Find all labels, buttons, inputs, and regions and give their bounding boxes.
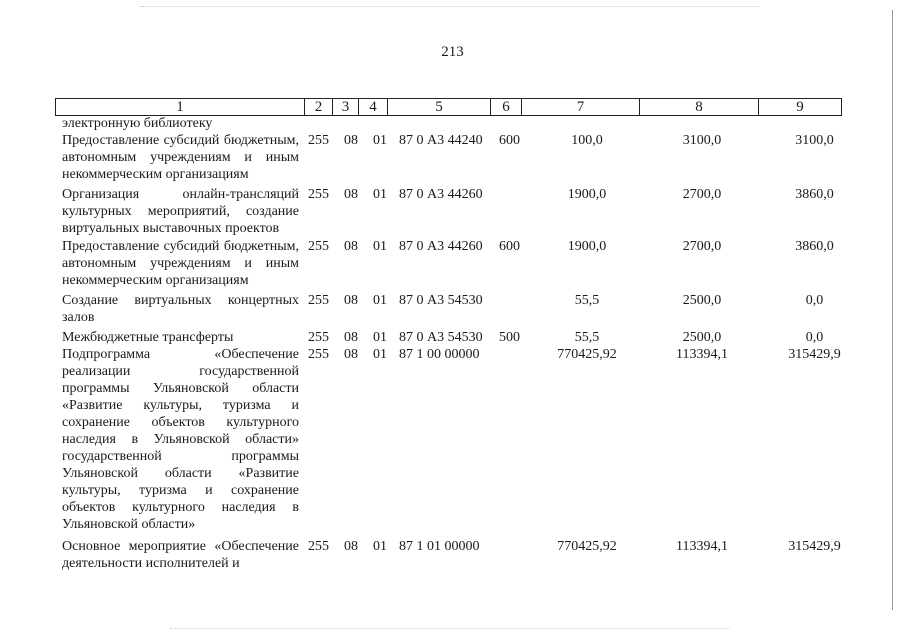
row-code-ministry: 255 [308, 187, 329, 202]
row-code-target: 87 0 А3 44240 [399, 133, 483, 148]
row-code-ministry: 255 [308, 539, 329, 554]
row-amount-col9: 315429,9 [788, 539, 841, 554]
row-amount-col9: 3100,0 [795, 133, 834, 148]
header-col-5: 5 [388, 99, 491, 116]
row-amount-col9: 0,0 [805, 293, 824, 308]
row-code-ministry: 255 [308, 133, 329, 148]
row-code-expense-type: 600 [499, 239, 520, 254]
row-amount-col7: 55,5 [574, 293, 600, 308]
row-description: электронную библиотеку [62, 116, 213, 131]
row-amount-col8: 113394,1 [676, 539, 728, 554]
table-body [62, 115, 902, 572]
row-amount-col9: 3860,0 [795, 239, 834, 254]
row-description: Межбюджетные трансферты [62, 330, 234, 345]
row-amount-col7: 770425,92 [557, 539, 617, 554]
row-amount-col7: 1900,0 [567, 187, 607, 202]
table-row [62, 132, 902, 183]
column-header-row [55, 98, 842, 116]
row-amount-col9: 3860,0 [795, 187, 834, 202]
row-code-section: 08 [344, 539, 358, 554]
row-code-ministry: 255 [308, 293, 329, 308]
row-code-section: 08 [344, 239, 358, 254]
row-description: Организация онлайн-трансляций культурных мероприятий, создание виртуальных выставочных проектов [62, 187, 299, 236]
row-amount-col7: 1900,0 [567, 239, 607, 254]
table-row [62, 538, 902, 572]
table-row [62, 329, 902, 346]
row-description: Основное мероприятие «Обеспечение деятельности исполнителей и [62, 539, 299, 571]
row-amount-col7: 55,5 [574, 330, 600, 345]
table-row [62, 346, 902, 533]
row-code-target: 87 0 А3 44260 [399, 239, 483, 254]
row-code-section: 08 [344, 330, 358, 345]
row-description: Подпрограмма «Обеспечение реализации государственной программы Ульяновской области «Развитие культуры, туризма и сохранение объектов культурного наследия в Ульяновской области» государственной программы Ульяновской области «Развитие культуры, туризма и сохранение объектов культурного наследия в Ульяновской области» [62, 347, 299, 532]
row-amount-col8: 2700,0 [682, 239, 722, 254]
row-code-ministry: 255 [308, 347, 329, 362]
row-amount-col8: 2500,0 [682, 330, 722, 345]
table-row [62, 115, 902, 132]
header-col-1: 1 [56, 99, 305, 116]
row-code-subsection: 01 [373, 293, 387, 308]
row-amount-col8: 2500,0 [682, 293, 722, 308]
row-amount-col8: 2700,0 [682, 187, 722, 202]
row-code-section: 08 [344, 293, 358, 308]
header-col-2: 2 [305, 99, 333, 116]
row-code-expense-type: 600 [499, 133, 520, 148]
row-code-target: 87 0 А3 54530 [399, 293, 483, 308]
row-code-target: 87 1 01 00000 [399, 539, 480, 554]
header-col-9: 9 [759, 99, 842, 116]
row-code-subsection: 01 [373, 187, 387, 202]
row-code-section: 08 [344, 187, 358, 202]
row-code-subsection: 01 [373, 330, 387, 345]
row-description: Создание виртуальных концертных залов [62, 293, 299, 325]
row-code-subsection: 01 [373, 239, 387, 254]
row-amount-col8: 113394,1 [676, 347, 728, 362]
row-amount-col9: 0,0 [805, 330, 824, 345]
row-description: Предоставление субсидий бюджетным, автономным учреждениям и иным некоммерческим организациям [62, 239, 299, 288]
header-col-3: 3 [333, 99, 359, 116]
row-code-ministry: 255 [308, 239, 329, 254]
header-col-8: 8 [640, 99, 759, 116]
row-code-subsection: 01 [373, 347, 387, 362]
page-number: 213 [441, 44, 464, 60]
header-col-4: 4 [359, 99, 388, 116]
header-col-6: 6 [491, 99, 522, 116]
row-code-target: 87 0 А3 44260 [399, 187, 483, 202]
row-amount-col7: 100,0 [571, 133, 603, 148]
header-col-7: 7 [522, 99, 640, 116]
scan-artifact-top [140, 6, 760, 9]
table-row [62, 292, 902, 326]
row-code-subsection: 01 [373, 539, 387, 554]
row-description: Предоставление субсидий бюджетным, автономным учреждениям и иным некоммерческим организациям [62, 133, 299, 182]
row-code-target: 87 1 00 00000 [399, 347, 480, 362]
scan-artifact-bottom [170, 628, 730, 631]
row-amount-col7: 770425,92 [557, 347, 617, 362]
table-row [62, 186, 902, 237]
row-code-section: 08 [344, 133, 358, 148]
row-code-expense-type: 500 [499, 330, 520, 345]
row-amount-col9: 315429,9 [788, 347, 841, 362]
table-row [62, 238, 902, 289]
row-code-subsection: 01 [373, 133, 387, 148]
row-code-ministry: 255 [308, 330, 329, 345]
row-amount-col8: 3100,0 [682, 133, 722, 148]
row-code-target: 87 0 А3 54530 [399, 330, 483, 345]
row-code-section: 08 [344, 347, 358, 362]
